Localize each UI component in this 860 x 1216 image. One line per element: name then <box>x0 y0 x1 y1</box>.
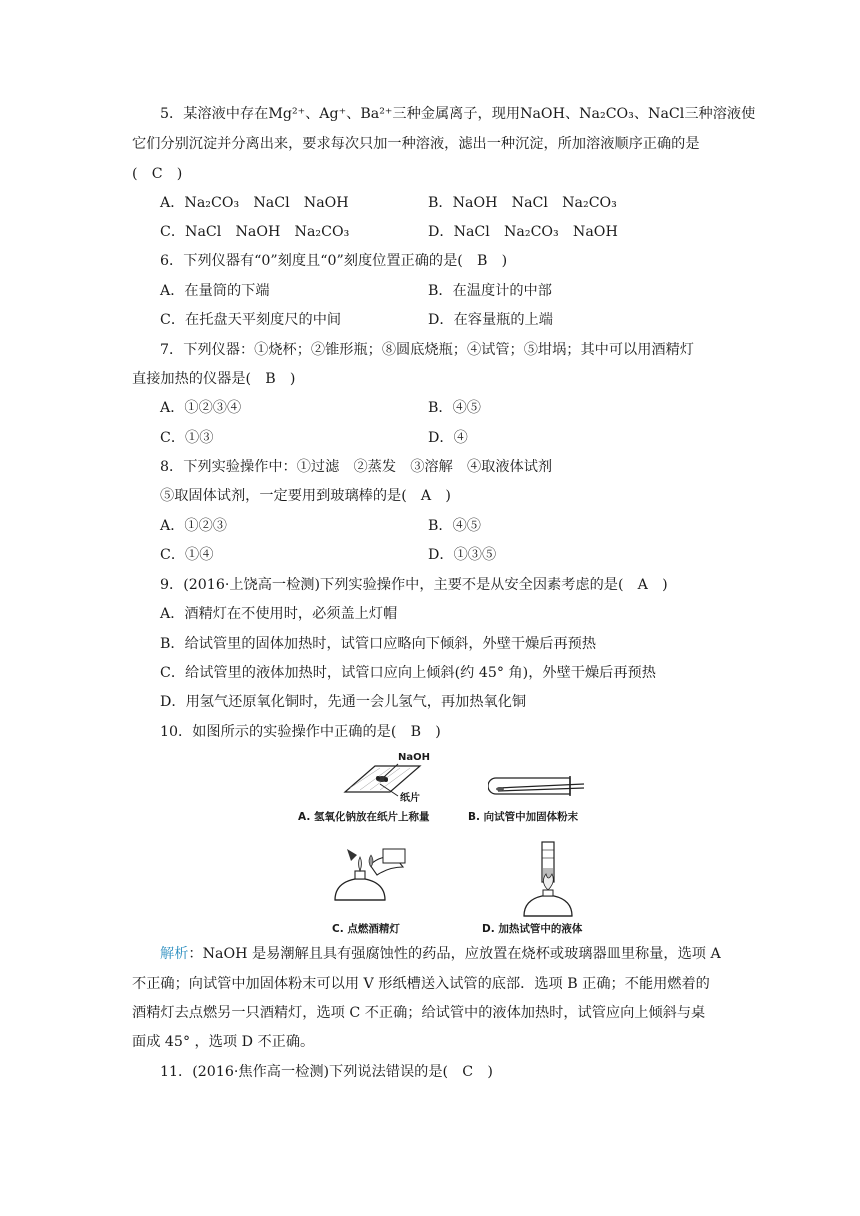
figure-c-caption: C. 点燃酒精灯 <box>332 923 400 935</box>
figure-b-illustration <box>488 770 588 806</box>
figure-a-illustration <box>320 752 450 802</box>
q8-option-a: A．①②③ <box>160 518 227 534</box>
figure-b-caption: B. 向试管中加固体粉末 <box>468 811 579 823</box>
q8-option-c: C．①④ <box>160 547 214 563</box>
figure-a-caption: A. 氢氧化钠放在纸片上称量 <box>298 811 430 823</box>
figure-c-illustration <box>325 845 415 915</box>
q5-line2: 它们分别沉淀并分离出来，要求每次只加一种溶液，滤出一种沉淀，所加溶液顺序正确的是 <box>132 136 700 152</box>
figure-d-caption: D. 加热试管中的液体 <box>482 923 583 935</box>
q8-line2: ⑤取固体试剂，一定要用到玻璃棒的是( A ) <box>160 488 451 504</box>
q7-option-a: A．①②③④ <box>160 400 242 416</box>
explanation-tag: 解析 <box>160 946 189 962</box>
q5-line1: 5．某溶液中存在Mg²⁺、Ag⁺、Ba²⁺三种金属离子，现用NaOH、Na₂CO₃、NaCl三种溶液使 <box>160 106 756 122</box>
q8-option-b: B．④⑤ <box>428 518 481 534</box>
q5-option-a: A．Na₂CO₃ NaCl NaOH <box>160 195 349 211</box>
q9-option-b: B．给试管里的固体加热时，试管口应略向下倾斜，外壁干燥后再预热 <box>160 636 597 652</box>
q9-stem: 9．(2016·上饶高一检测)下列实验操作中，主要不是从安全因素考虑的是( A ) <box>160 577 668 593</box>
q11-stem: 11．(2016·焦作高一检测)下列说法错误的是( C ) <box>160 1064 493 1080</box>
figure-d-illustration <box>512 840 588 920</box>
explanation-text-1: ：NaOH 是易潮解且具有强腐蚀性的药品，应放置在烧杯或玻璃器皿里称量，选项 A <box>188 946 721 962</box>
q5-option-c: C．NaCl NaOH Na₂CO₃ <box>160 224 350 240</box>
q7-option-b: B．④⑤ <box>428 400 481 416</box>
q7-option-d: D．④ <box>428 430 468 446</box>
q9-option-a: A．酒精灯在不使用时，必须盖上灯帽 <box>160 606 398 622</box>
q10-explanation-line3: 酒精灯去点燃另一只酒精灯，选项 C 不正确；给试管中的液体加热时，试管应向上倾斜与桌 <box>132 1005 706 1021</box>
q10-stem: 10．如图所示的实验操作中正确的是( B ) <box>160 724 441 740</box>
q8-option-d: D．①③⑤ <box>428 547 497 563</box>
q9-option-d: D．用氢气还原氧化铜时，先通一会儿氢气，再加热氧化铜 <box>160 694 527 710</box>
q6-option-d: D．在容量瓶的上端 <box>428 312 553 328</box>
figure-a-label-naoh: NaOH <box>398 752 430 763</box>
q7-line2: 直接加热的仪器是( B ) <box>132 371 296 387</box>
q5-line3: ( C ) <box>132 166 183 182</box>
q7-line1: 7．下列仪器：①烧杯；②锥形瓶；⑧圆底烧瓶；④试管；⑤坩埚；其中可以用酒精灯 <box>160 342 694 358</box>
q10-explanation-line4: 面成 45° ，选项 D 不正确。 <box>132 1034 315 1050</box>
q9-option-c: C．给试管里的液体加热时，试管口应向上倾斜(约 45° 角)，外壁干燥后再预热 <box>160 665 656 681</box>
q5-option-d: D．NaCl Na₂CO₃ NaOH <box>428 224 618 240</box>
figure-a-label-paper: 纸片 <box>400 793 420 804</box>
q6-option-a: A．在量筒的下端 <box>160 283 270 299</box>
q6-option-c: C．在托盘天平刻度尺的中间 <box>160 312 342 328</box>
q10-explanation-line1 <box>160 944 721 964</box>
q8-line1: 8．下列实验操作中：①过滤 ②蒸发 ③溶解 ④取液体试剂 <box>160 459 553 475</box>
q7-option-c: C．①③ <box>160 430 214 446</box>
q10-explanation-line2: 不正确；向试管中加固体粉末可以用 V 形纸槽送入试管的底部．选项 B 正确；不能用燃着的 <box>132 976 710 992</box>
q6-stem: 6．下列仪器有“0”刻度且“0”刻度位置正确的是( B ) <box>160 253 508 269</box>
q6-option-b: B．在温度计的中部 <box>428 283 552 299</box>
q5-option-b: B．NaOH NaCl Na₂CO₃ <box>428 195 617 211</box>
